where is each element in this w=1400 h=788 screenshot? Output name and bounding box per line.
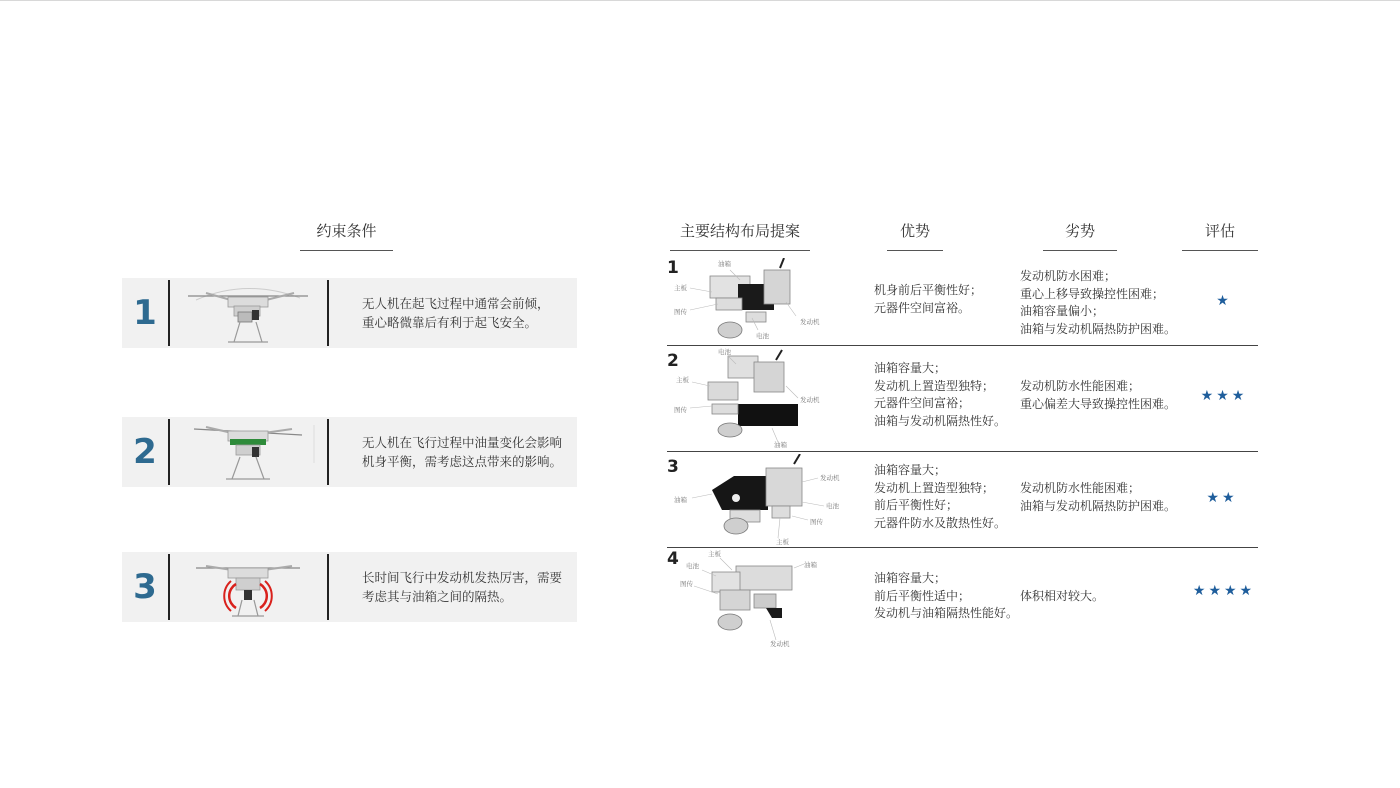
component-label: 油箱 bbox=[718, 260, 731, 268]
component-label: 发动机 bbox=[770, 640, 790, 648]
header-rule bbox=[670, 250, 810, 251]
component-label: 图传 bbox=[680, 580, 693, 588]
top-border-line bbox=[0, 0, 1400, 1]
divider bbox=[168, 419, 170, 485]
pros-cell bbox=[874, 282, 982, 317]
constraint-card-2 bbox=[122, 417, 577, 487]
component-label: 发动机 bbox=[820, 474, 840, 482]
component-label: 电池 bbox=[686, 562, 699, 570]
constraint-text bbox=[362, 552, 577, 622]
constraint-number: 2 bbox=[133, 432, 157, 472]
pros-cell bbox=[874, 462, 1006, 532]
component-label: 图传 bbox=[674, 308, 687, 316]
constraint-line: 无人机在起飞过程中通常会前倾， bbox=[362, 296, 550, 311]
divider bbox=[327, 280, 329, 346]
divider bbox=[327, 419, 329, 485]
cons-cell bbox=[1020, 588, 1104, 606]
component-label: 电池 bbox=[756, 332, 769, 340]
component-label: 主板 bbox=[674, 284, 687, 292]
cons-line: 油箱容量偏小； bbox=[1020, 304, 1105, 318]
pros-line: 油箱容量大； bbox=[874, 571, 947, 585]
constraint-number: 3 bbox=[133, 567, 157, 607]
constraint-line: 无人机在飞行过程中油量变化会影响 bbox=[362, 435, 563, 450]
row-number: 2 bbox=[667, 351, 679, 371]
component-label: 油箱 bbox=[804, 561, 817, 569]
pros-line: 油箱容量大； bbox=[874, 463, 947, 477]
component-label: 图传 bbox=[674, 406, 687, 414]
component-layout-render-icon bbox=[672, 454, 852, 546]
constraint-line: 长时间飞行中发动机发热厉害，需要 bbox=[362, 570, 563, 585]
divider bbox=[327, 554, 329, 620]
rating-stars: ★★★ bbox=[1200, 388, 1248, 404]
component-label: 主板 bbox=[676, 376, 689, 384]
drone-side-view-icon bbox=[176, 419, 320, 485]
constraints-heading-rule bbox=[300, 250, 393, 251]
constraint-line: 重心略微靠后有利于起飞安全。 bbox=[362, 315, 538, 330]
constraint-number: 1 bbox=[133, 293, 157, 333]
pros-cell bbox=[874, 570, 1018, 623]
pros-line: 元器件空间富裕。 bbox=[874, 300, 971, 315]
component-label: 发动机 bbox=[800, 318, 820, 326]
component-layout-render-icon bbox=[672, 348, 832, 448]
header-rating: 评估 bbox=[1204, 222, 1235, 240]
header-pros: 优势 bbox=[899, 222, 930, 240]
cons-cell bbox=[1020, 378, 1176, 413]
pros-line: 前后平衡性适中； bbox=[874, 588, 971, 603]
pros-line: 前后平衡性好； bbox=[874, 498, 959, 512]
component-label: 主板 bbox=[708, 550, 721, 558]
constraint-text bbox=[362, 417, 577, 487]
header-rule bbox=[1182, 250, 1258, 251]
divider bbox=[168, 280, 170, 346]
cons-line: 重心偏差大导致操控性困难。 bbox=[1020, 396, 1177, 411]
pros-line: 发动机上置造型独特； bbox=[874, 480, 995, 495]
pros-line: 发动机与油箱隔热性能好。 bbox=[874, 606, 1019, 620]
pros-line: 油箱与发动机隔热性好。 bbox=[874, 413, 1007, 428]
cons-line: 油箱与发动机隔热防护困难。 bbox=[1020, 498, 1177, 513]
row-divider bbox=[667, 345, 1258, 346]
rating-stars: ★ bbox=[1216, 293, 1232, 309]
header-layout-proposal: 主要结构布局提案 bbox=[679, 222, 800, 240]
constraint-line: 机身平衡，需考虑这点带来的影响。 bbox=[362, 454, 563, 469]
divider bbox=[168, 554, 170, 620]
component-label: 电池 bbox=[718, 348, 731, 356]
cons-cell bbox=[1020, 480, 1176, 515]
rating-stars: ★★ bbox=[1206, 490, 1238, 506]
drone-front-view-icon bbox=[176, 280, 320, 346]
row-number: 3 bbox=[667, 457, 679, 477]
cons-line: 发动机防水性能困难； bbox=[1020, 379, 1141, 393]
cons-line: 发动机防水性能困难； bbox=[1020, 481, 1141, 495]
constraint-card-1 bbox=[122, 278, 577, 348]
component-label: 油箱 bbox=[774, 441, 787, 448]
header-rule bbox=[887, 250, 943, 251]
component-label: 电池 bbox=[826, 502, 839, 510]
pros-line: 元器件防水及散热性好。 bbox=[874, 515, 1007, 530]
component-label: 发动机 bbox=[800, 396, 820, 404]
drone-heat-view-icon bbox=[176, 554, 320, 620]
cons-line: 发动机防水困难； bbox=[1020, 269, 1117, 283]
pros-line: 发动机上置造型独特； bbox=[874, 378, 995, 393]
component-layout-render-icon bbox=[672, 258, 832, 342]
component-label: 油箱 bbox=[674, 496, 687, 504]
cons-cell bbox=[1020, 268, 1176, 338]
cons-line: 油箱与发动机隔热防护困难。 bbox=[1020, 321, 1177, 336]
rating-stars: ★★★★ bbox=[1192, 583, 1256, 599]
constraint-card-3 bbox=[122, 552, 577, 622]
cons-line: 重心上移导致操控性困难； bbox=[1020, 286, 1165, 301]
constraint-text bbox=[362, 278, 577, 348]
constraint-line: 考虑其与油箱之间的隔热。 bbox=[362, 589, 513, 604]
header-cons: 劣势 bbox=[1064, 222, 1095, 240]
component-layout-render-icon bbox=[672, 548, 832, 652]
pros-line: 油箱容量大； bbox=[874, 361, 947, 375]
component-label: 图传 bbox=[810, 518, 823, 526]
pros-line: 机身前后平衡性好； bbox=[874, 283, 983, 297]
row-divider bbox=[667, 451, 1258, 452]
row-number: 1 bbox=[667, 258, 679, 278]
pros-line: 元器件空间富裕； bbox=[874, 396, 971, 410]
component-label: 主板 bbox=[776, 538, 789, 546]
header-rule bbox=[1043, 250, 1117, 251]
constraints-heading: 约束条件 bbox=[316, 222, 377, 240]
pros-cell bbox=[874, 360, 1006, 430]
row-number: 4 bbox=[667, 549, 679, 569]
cons-line: 体积相对较大。 bbox=[1020, 589, 1105, 603]
